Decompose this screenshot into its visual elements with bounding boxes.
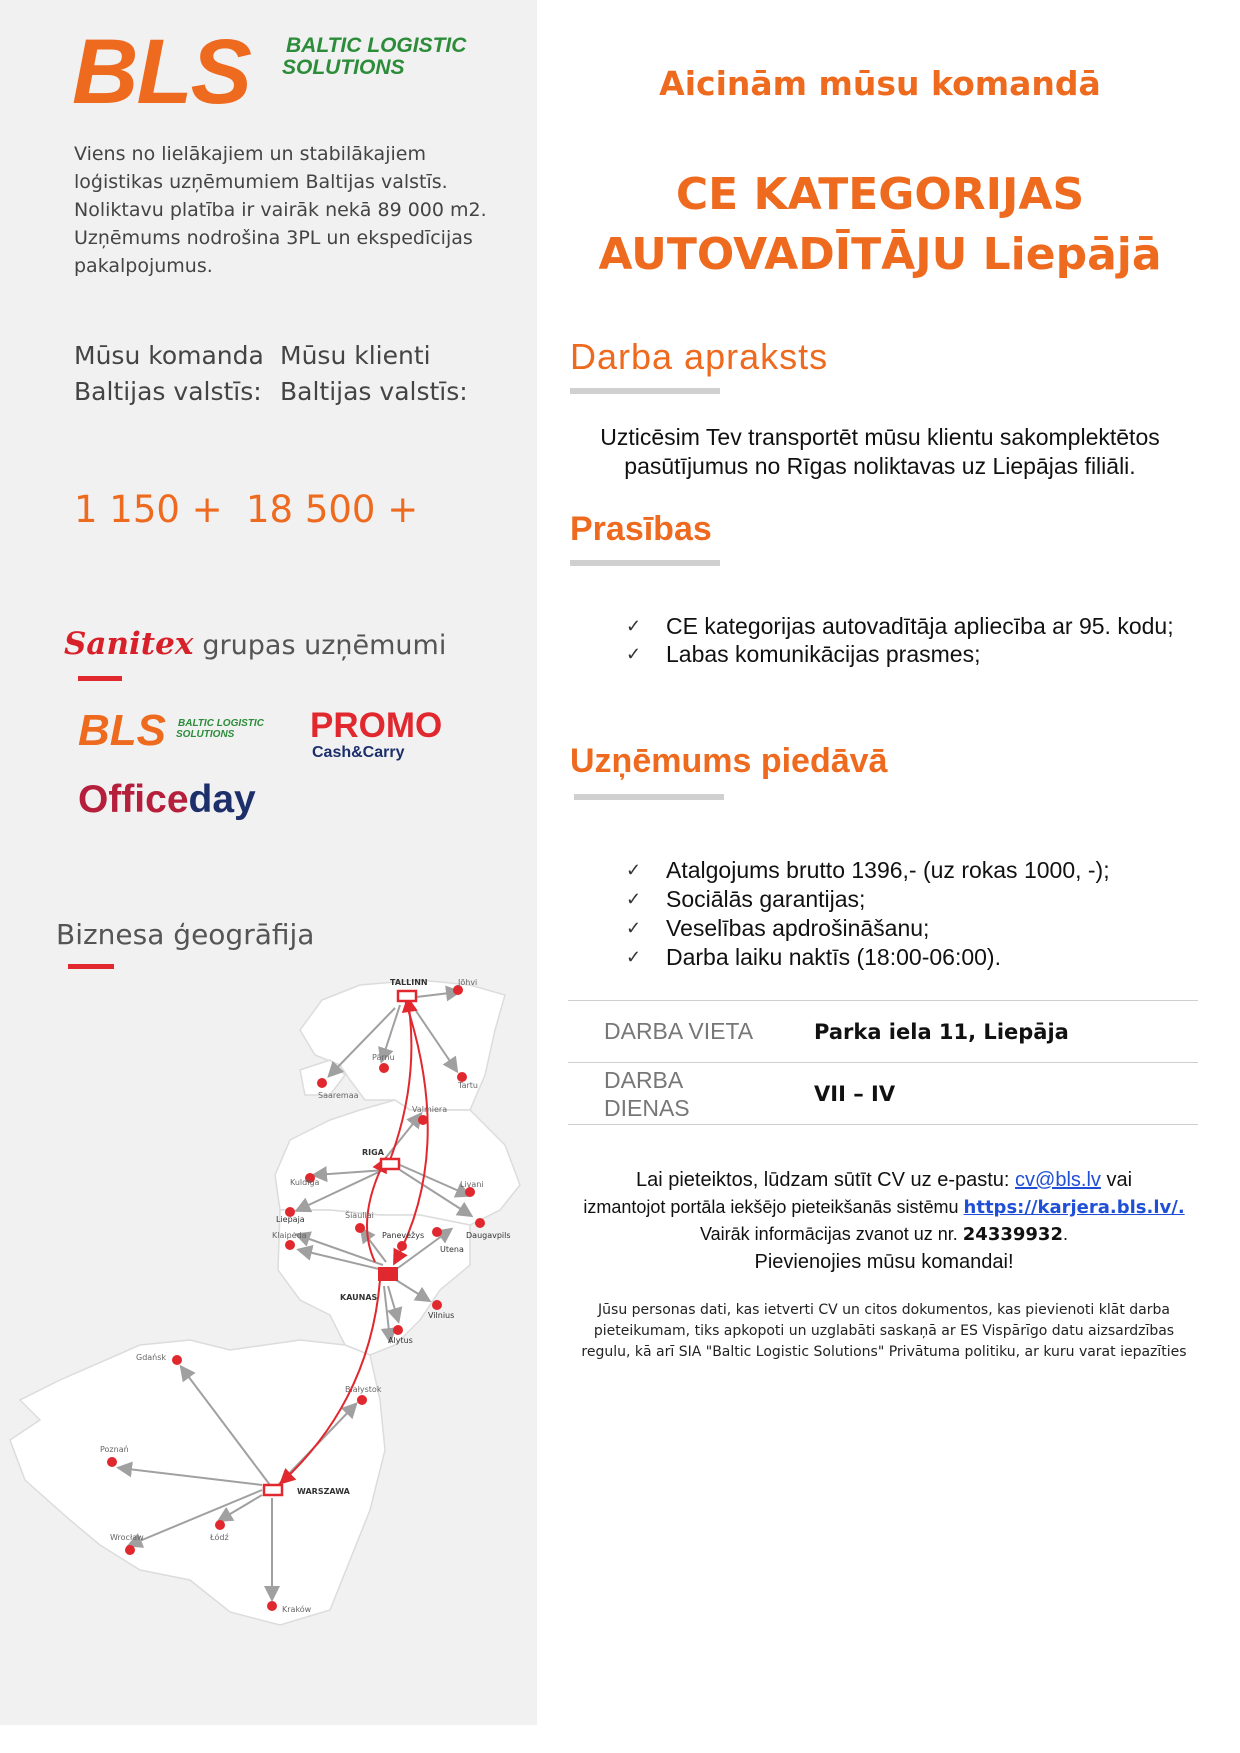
offer-list [626, 856, 1186, 972]
offer-item: ✓ Veselības apdrošināšanu; [626, 914, 1186, 943]
city-label: WARSZAWA [297, 1487, 350, 1496]
city-label: Kraków [282, 1605, 312, 1614]
geo-map [0, 970, 537, 1630]
privacy-line: Jūsu personas dati, kas ietverti CV un citos dokumentos, kas pievienoti klāt darba [598, 1302, 1170, 1318]
job-title-line1: CE KATEGORIJAS [675, 169, 1085, 220]
city-label: Panevėžys [382, 1231, 425, 1240]
intro-line: Viens no lielākajiem un stabilākajiem [74, 143, 426, 165]
sanitex-underline [78, 676, 122, 681]
offer-item: ✓ Darba laiku naktīs (18:00-06:00). [626, 943, 1186, 972]
city-label: Jõhvi [458, 978, 478, 987]
privacy-notice [560, 1300, 1208, 1363]
intro-line: Noliktavu platība ir vairāk nekā 89 000 m2. [74, 199, 487, 221]
city-label: Tartu [458, 1081, 478, 1090]
clients-label [280, 338, 468, 410]
description-heading: Darba apraksts [570, 336, 829, 377]
job-info-table [568, 1000, 1198, 1125]
sanitex-logo: Sanitex [64, 626, 194, 662]
city-label: Białystok [345, 1385, 382, 1394]
description-text [540, 423, 1220, 481]
days-label-line1: DARBA [604, 1066, 684, 1093]
offer-heading: Uzņēmums piedāvā [570, 742, 888, 780]
job-title [560, 165, 1200, 285]
info-row-place [568, 1001, 1198, 1063]
city-label: TALLINN [390, 978, 428, 987]
bls-logo-letters: BLS [72, 21, 250, 123]
team-label [74, 338, 264, 410]
days-label-line2: DIENAS [604, 1094, 690, 1121]
description-underline [570, 388, 720, 394]
bls-logo-line1: BALTIC LOGISTIC [286, 34, 467, 57]
poland-shape [10, 1340, 385, 1625]
invite-heading: Aicinām mūsu komandā [659, 64, 1101, 103]
team-value: 1 150 + [74, 488, 223, 531]
apply-line3 [560, 1221, 1208, 1248]
intro-line: Uzņēmums nodrošina 3PL un ekspedīcijas [74, 227, 473, 249]
phone-number: 24339932 [962, 1224, 1063, 1245]
city-label: Wrocław [110, 1533, 144, 1542]
city-label: Pärnu [372, 1053, 395, 1062]
bls-small-letters: BLS [78, 706, 166, 755]
apply-line1 [560, 1166, 1208, 1194]
offer-item: ✓ Atalgojums brutto 1396,- (uz rokas 1000, -); [626, 856, 1186, 885]
apply-line1-tail: vai [1100, 1169, 1133, 1191]
bls-small-line2: SOLUTIONS [176, 729, 235, 740]
sanitex-group-text: grupas uzņēmumi [202, 630, 447, 661]
city-label: Šiauliai [345, 1211, 374, 1220]
requirement-item: ✓ Labas komunikācijas prasmes; [626, 640, 1186, 668]
promo-logo-text: PROMO [310, 706, 443, 745]
city-label: Utena [440, 1245, 464, 1254]
apply-line3-text: Vairāk informācijas zvanot uz nr. [700, 1224, 963, 1244]
apply-line1-text: Lai pieteiktos, lūdzam sūtīt CV uz e-pastu: [635, 1169, 1016, 1191]
clients-value: 18 500 + [246, 488, 419, 531]
intro-line: loģistikas uzņēmumiem Baltijas valstīs. [74, 171, 448, 193]
geo-title: Biznesa ģeogrāfija [56, 918, 315, 951]
days-label [568, 1063, 814, 1125]
team-label-line1: Mūsu komanda [74, 341, 264, 370]
job-title-line2: AUTOVADĪTĀJU Liepājā [598, 229, 1162, 280]
offer-underline [574, 794, 724, 800]
sanitex-group [64, 626, 504, 666]
requirements-list [626, 612, 1186, 668]
bls-logo [72, 21, 492, 123]
description-line2: pasūtījumus no Rīgas noliktavas uz Liepājas filiāli. [624, 453, 1136, 479]
place-label: DARBA VIETA [568, 1001, 814, 1063]
privacy-line: regulu, kā arī SIA "Baltic Logistic Solutions" Privātuma politiku, ar kuru varat iepazīties [581, 1344, 1187, 1360]
team-label-line2: Baltijas valstīs: [74, 377, 262, 406]
career-portal-link[interactable]: https://karjera.bls.lv/. [963, 1197, 1185, 1218]
officeday-logo [78, 778, 278, 828]
city-label: Klaipėda [272, 1231, 307, 1240]
promo-logo-sub: Cash&Carry [312, 744, 405, 761]
geo-underline [68, 964, 114, 969]
city-label: Valmiera [412, 1105, 448, 1114]
officeday-logo-office: Office [78, 778, 189, 821]
city-label: Poznań [100, 1445, 129, 1454]
city-label: Liepaja [276, 1215, 305, 1224]
intro-line: pakalpojumus. [74, 255, 213, 277]
clients-label-line2: Baltijas valstīs: [280, 377, 468, 406]
officeday-logo-day: day [188, 778, 256, 821]
info-row-days [568, 1063, 1198, 1125]
city-label: Łódź [210, 1533, 229, 1542]
bls-small-line1: BALTIC LOGISTIC [178, 718, 264, 729]
days-value: VII – IV [814, 1063, 1198, 1125]
city-label: KAUNAS [340, 1293, 378, 1302]
apply-line4: Pievienojies mūsu komandai! [754, 1251, 1014, 1273]
city-label: Daugavpils [466, 1231, 511, 1240]
requirements-heading: Prasības [570, 510, 712, 548]
place-value: Parka iela 11, Liepāja [814, 1001, 1198, 1063]
city-label: RIGA [362, 1148, 384, 1157]
email-link[interactable]: cv@bls.lv [1015, 1169, 1101, 1191]
city-label: Gdańsk [136, 1353, 167, 1362]
promo-logo [310, 708, 460, 766]
city-label: Alytus [388, 1336, 413, 1345]
privacy-line: pieteikumam, tiks apkopoti un uzglabāti saskaņā ar ES Vispārīgo datu aizsardzības [593, 1323, 1175, 1339]
bls-logo-line2: SOLUTIONS [282, 56, 405, 79]
requirements-underline [570, 560, 720, 566]
requirement-item: ✓ CE kategorijas autovadītāja apliecība ar 95. kodu; [626, 612, 1186, 640]
clients-label-line1: Mūsu klienti [280, 341, 431, 370]
apply-line3-tail: . [1062, 1224, 1068, 1244]
city-label: Saaremaa [318, 1091, 359, 1100]
apply-block [560, 1166, 1208, 1276]
apply-line2-text: izmantojot portāla iekšējo pieteikšanās sistēmu [583, 1197, 964, 1217]
city-label: Livani [460, 1180, 484, 1189]
intro-text [74, 140, 487, 280]
apply-line2 [560, 1194, 1208, 1221]
offer-item: ✓ Sociālās garantijas; [626, 885, 1186, 914]
city-label: Kuldiga [290, 1178, 320, 1187]
city-label: Vilnius [428, 1311, 455, 1320]
description-line1: Uzticēsim Tev transportēt mūsu klientu sakomplektētos [600, 424, 1160, 450]
bls-small-logo [78, 706, 278, 760]
